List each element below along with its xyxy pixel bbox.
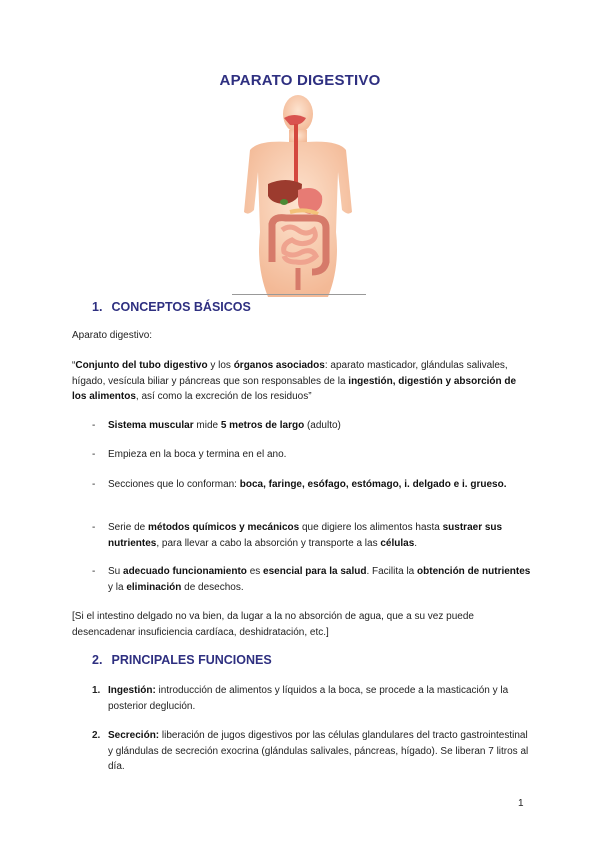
bullet-bold: 5 metros de largo bbox=[220, 420, 305, 431]
bullet-text: de desechos. bbox=[181, 581, 244, 593]
bullet-dash: - bbox=[92, 449, 96, 460]
definition-quote bbox=[72, 358, 532, 405]
bullet-item bbox=[92, 418, 532, 434]
section-title: CONCEPTOS BÁSICOS bbox=[111, 300, 251, 314]
note-text: [Si el intestino delgado no va bien, da lugar a la no absorción de agua, que a su vez puede desencadenar insuficiencia cardíaca, deshidratación, etc.] bbox=[72, 611, 474, 638]
bullet-text: que digiere los alimentos hasta bbox=[299, 522, 443, 533]
bullet-text: Secciones que lo conforman: bbox=[108, 479, 240, 490]
bullet-text: . bbox=[414, 537, 418, 549]
quote-bold-1: Conjunto del tubo digestivo bbox=[75, 360, 208, 371]
numbered-item bbox=[92, 683, 532, 714]
bullet-text: (adulto) bbox=[304, 420, 341, 431]
quote-open: “ bbox=[72, 360, 76, 371]
quote-text-1: y los bbox=[207, 360, 234, 371]
bullet-bold: Sistema muscular bbox=[108, 420, 194, 431]
bullet-bold: adecuado funcionamiento bbox=[123, 566, 247, 577]
bullet-text: Serie de bbox=[108, 522, 149, 533]
item-text: introducción de alimentos y líquidos a la boca, se procede a la masticación y la posterior deglución. bbox=[108, 685, 509, 712]
bullet-text: es bbox=[246, 566, 264, 577]
intro-text: Aparato digestivo: bbox=[72, 330, 153, 341]
bullet-text: . Facilita la bbox=[366, 566, 418, 577]
bullet-dash: - bbox=[92, 479, 96, 490]
page-title: APARATO DIGESTIVO bbox=[219, 72, 381, 89]
bullet-bold: métodos químicos y mecánicos bbox=[148, 522, 300, 533]
section-number: 1. bbox=[92, 300, 103, 314]
bullet-bold: eliminación bbox=[126, 581, 182, 593]
section-heading-conceptos bbox=[92, 300, 251, 314]
item-number: 1. bbox=[92, 685, 101, 696]
bullet-item bbox=[92, 447, 532, 463]
bullet-dash: - bbox=[92, 420, 96, 431]
page-number: 1 bbox=[518, 798, 524, 809]
bullet-text: Empieza en la boca y termina en el ano. bbox=[108, 449, 287, 460]
bullet-bold: células bbox=[380, 537, 415, 549]
digestive-system-illustration-icon bbox=[228, 92, 368, 297]
bullet-item bbox=[92, 564, 532, 595]
section-title: PRINCIPALES FUNCIONES bbox=[111, 653, 272, 667]
item-number: 2. bbox=[92, 730, 101, 741]
bullet-text: Su bbox=[108, 566, 124, 577]
bullet-item bbox=[92, 477, 532, 493]
bullet-text: y la bbox=[108, 581, 127, 593]
quote-bold-2: órganos asociados bbox=[233, 360, 325, 371]
section-heading-funciones bbox=[92, 653, 272, 667]
item-bold: Ingestión: bbox=[108, 685, 156, 696]
bullet-text: , para llevar a cabo la absorción y transporte a las bbox=[156, 537, 381, 549]
bullet-bold: sustraer sus nutrientes bbox=[108, 522, 503, 549]
numbered-item bbox=[92, 728, 532, 775]
section-number: 2. bbox=[92, 653, 103, 667]
bullet-bold: obtención de nutrientes bbox=[417, 566, 531, 577]
bullet-text: mide bbox=[193, 420, 221, 431]
item-text: liberación de jugos digestivos por las células glandulares del tracto gastrointestinal y glándulas de secreción exocrina (glándulas salivales, páncreas, hígado). Se liberan 7 litros al día. bbox=[108, 730, 529, 772]
item-bold: Secreción: bbox=[108, 730, 160, 741]
figure-divider bbox=[232, 294, 366, 295]
bullet-bold: esencial para la salud bbox=[263, 566, 367, 577]
quote-text-3: , así como la excreción de los residuos” bbox=[135, 391, 312, 402]
quote-bold-3: ingestión, digestión y absorción de los alimentos bbox=[72, 375, 517, 402]
bullet-dash: - bbox=[92, 566, 96, 577]
quote-text-2: : aparato masticador, glándulas salivales, hígado, vesícula biliar y páncreas que son responsables de la bbox=[72, 360, 508, 387]
bullet-dash: - bbox=[92, 522, 96, 533]
bullet-bold: boca, faringe, esófago, estómago, i. delgado e i. grueso. bbox=[239, 479, 507, 490]
bullet-item bbox=[92, 520, 532, 551]
